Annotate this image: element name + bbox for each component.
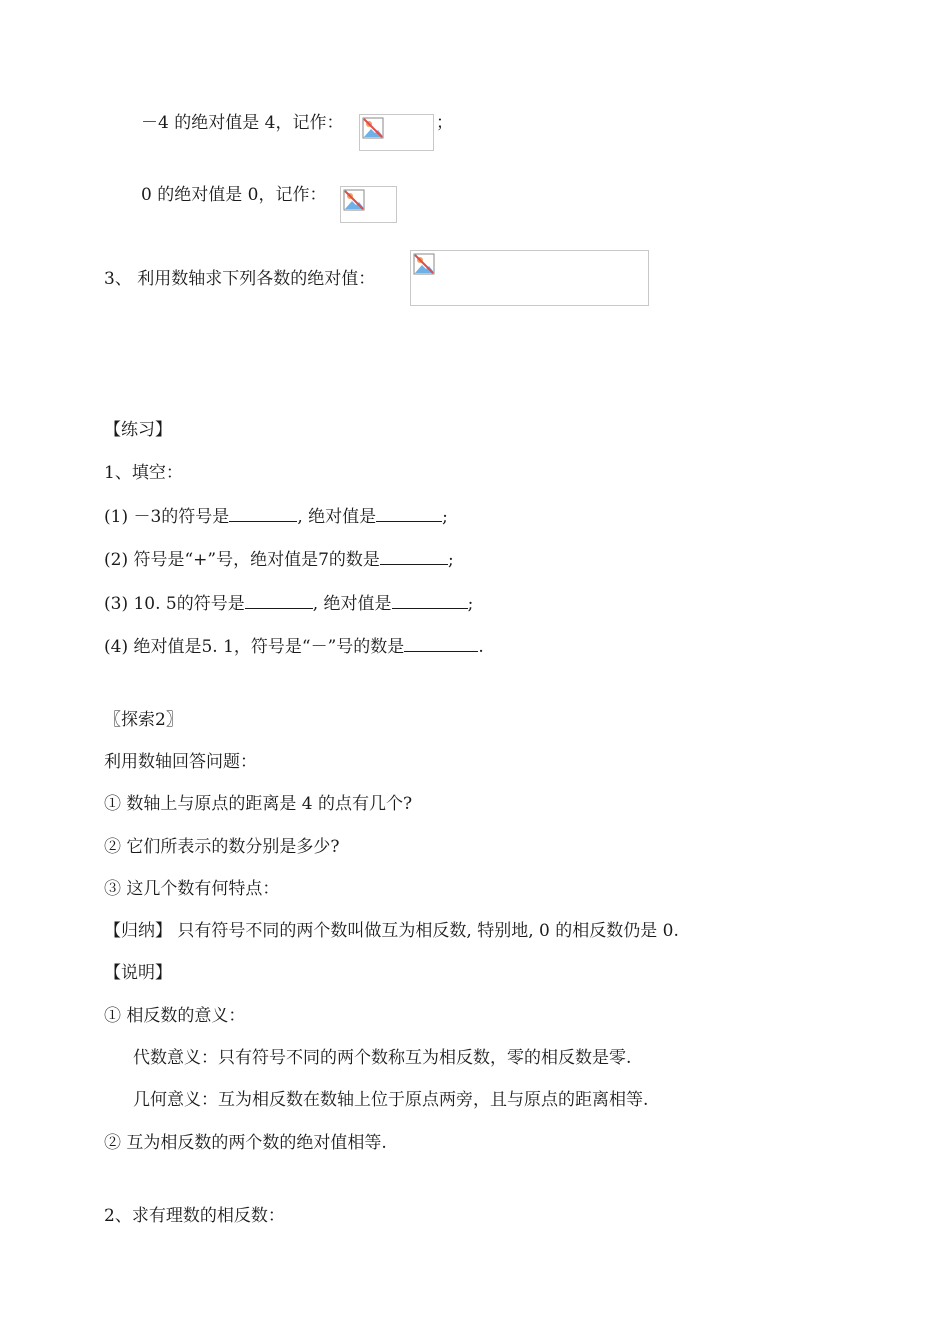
abs-example-zero-text: 0 的绝对值是 0，记作： (141, 185, 327, 205)
formula-image-q3 (410, 250, 649, 306)
practice-item-3 (104, 591, 473, 615)
abs-example-zero (141, 184, 326, 206)
explore2-heading: 〖探索2〗 (104, 710, 183, 730)
practice-item-3-pre: (3) 10. 5的符号是 (104, 594, 245, 614)
formula-image-neg4 (359, 114, 434, 151)
explain-geometric: 几何意义：互为相反数在数轴上位于原点两旁，且与原点的距离相等. (133, 1090, 649, 1110)
practice-item-1-mid: , 绝对值是 (297, 507, 377, 527)
abs-example-neg4-text: －4 的绝对值是 4，记作： (141, 113, 344, 133)
answer-blank[interactable] (376, 504, 442, 522)
practice-item-1-post: ; (442, 507, 448, 527)
answer-blank[interactable] (380, 547, 448, 565)
summary-text: 只有符号不同的两个数叫做互为相反数, 特别地, 0 的相反数仍是 0. (172, 921, 679, 941)
summary (104, 920, 679, 942)
answer-blank[interactable] (229, 504, 297, 522)
practice-item-4-post: . (478, 637, 484, 657)
practice-item-2 (104, 547, 454, 571)
formula-image-zero (340, 186, 397, 223)
explore2-question-1: ① 数轴上与原点的距离是 4 的点有几个? (104, 794, 413, 814)
answer-blank[interactable] (245, 591, 313, 609)
practice-q1-title: 1、填空： (104, 463, 183, 483)
abs-example-neg4-suffix: ； (436, 113, 453, 133)
broken-image-icon (413, 253, 435, 275)
broken-image-icon (343, 189, 365, 211)
question-3: 3、 利用数轴求下列各数的绝对值： (104, 269, 376, 289)
practice-item-4 (104, 634, 484, 658)
explore2-question-2: ② 它们所表示的数分别是多少? (104, 837, 340, 857)
explain-heading: 【说明】 (104, 963, 172, 983)
summary-label: 【归纳】 (104, 921, 172, 941)
answer-blank[interactable] (404, 634, 478, 652)
practice-item-1 (104, 504, 448, 528)
practice-item-3-post: ; (467, 594, 474, 614)
explore2-question-3: ③ 这几个数有何特点： (104, 879, 280, 899)
explain-point-2: ② 互为相反数的两个数的绝对值相等. (104, 1133, 387, 1153)
broken-image-icon (362, 117, 384, 139)
explain-algebraic: 代数意义：只有符号不同的两个数称互为相反数，零的相反数是零. (133, 1048, 632, 1068)
explain-point-1: ① 相反数的意义： (104, 1006, 246, 1026)
practice-item-2-post: ; (447, 550, 454, 570)
question-2: 2、求有理数的相反数： (104, 1206, 285, 1226)
practice-item-3-mid: , 绝对值是 (312, 594, 392, 614)
answer-blank[interactable] (392, 591, 468, 609)
practice-item-2-pre: (2) 符号是“+”号，绝对值是7的数是 (104, 550, 380, 570)
explore2-intro: 利用数轴回答问题： (104, 752, 257, 772)
abs-example-neg4 (141, 112, 343, 134)
practice-heading: 【练习】 (104, 420, 172, 440)
practice-item-1-pre: (1) －3的符号是 (104, 507, 230, 527)
practice-item-4-pre: (4) 绝对值是5. 1，符号是“－”号的数是 (104, 637, 405, 657)
